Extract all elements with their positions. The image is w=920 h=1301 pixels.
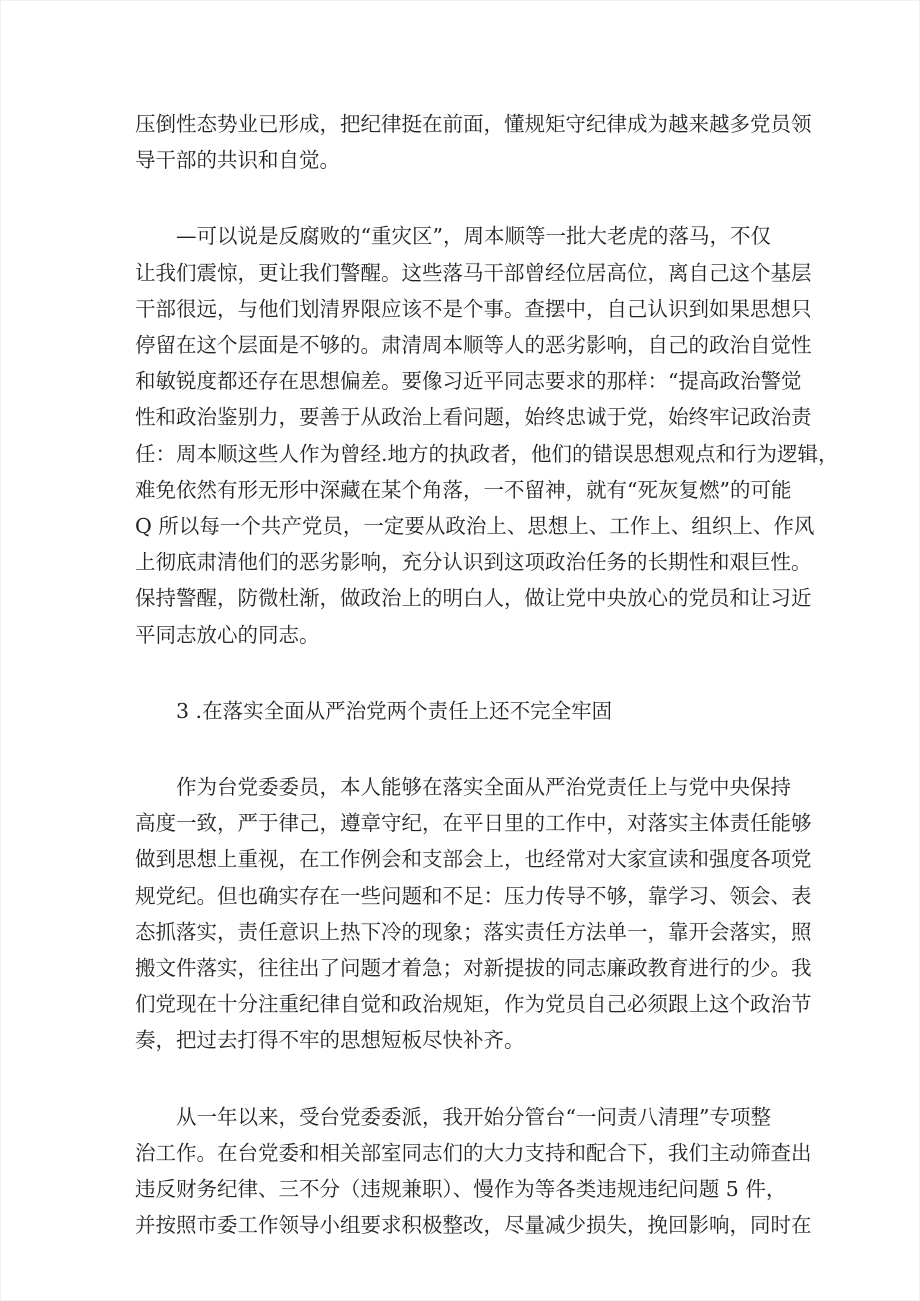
text-line: 做到思想上重视，在工作例会和支部会上，也经常对大家宣读和强度各项党 bbox=[135, 847, 812, 872]
paragraph-gap bbox=[135, 1059, 800, 1099]
text-line: 违反财务纪律、三不分（违规兼职）、慢作为等各类违规违纪问题 5 件， bbox=[135, 1177, 787, 1202]
paragraph-gap bbox=[135, 653, 800, 693]
text-line: 们党现在十分注重纪律自觉和政治规矩，作为党员自己必须跟上这个政治节 bbox=[135, 992, 812, 1017]
text-line: 保持警醒，防微杜渐，做政治上的明白人，做让党中央放心的党员和让习近 bbox=[135, 586, 812, 611]
paragraph-gap bbox=[135, 178, 800, 218]
text-line: —可以说是反腐败的“重灾区”，周本顺等一批大老虎的落马，不仅 bbox=[176, 224, 771, 249]
text-line: 态抓落实，责任意识上热下冷的现象；落实责任方法单一，靠开会落实，照 bbox=[135, 919, 812, 944]
text-line: 奏，把过去打得不牢的思想短板尽快补齐。 bbox=[135, 1028, 525, 1053]
text-line: 性和政治鉴别力，要善于从政治上看问题，始终忠诚于党，始终牢记政治责 bbox=[135, 405, 812, 430]
text-line: 平同志放心的同志。 bbox=[135, 622, 320, 647]
paragraph-1 bbox=[135, 106, 812, 178]
text-line: 难免依然有形无形中深藏在某个角落，一不留神，就有“死灰复燃”的可能 bbox=[135, 477, 792, 502]
heading-text: 3 .在落实全面从严治党两个责任上还不完全牢固 bbox=[176, 698, 613, 723]
text-line: 和敏锐度都还存在思想偏差。要像习近平同志要求的那样：“提高政治警觉 bbox=[135, 369, 802, 394]
text-line: 干部很远，与他们划清界限应该不是个事。查摆中，自己认识到如果思想只 bbox=[135, 296, 812, 321]
text-line: 搬文件落实，往往出了问题才着急；对新提拔的同志廉政教育进行的少。我 bbox=[135, 956, 812, 981]
text-line: 高度一致，严于律己，遵章守纪，在平日里的工作中，对落实主体责任能够 bbox=[135, 811, 812, 836]
text-line: 治工作。在台党委和相关部室同志们的大力支持和配合下，我们主动筛查出 bbox=[135, 1140, 812, 1165]
text-line: Q 所以每一个共产党员，一定要从政治上、思想上、工作上、组织上、作风 bbox=[135, 514, 815, 539]
text-line: 并按照市委工作领导小组要求积极整改，尽量减少损失，挽回影响，同时在 bbox=[135, 1213, 812, 1238]
text-line: 任：周本顺这些人作为曾经.地方的执政者，他们的错误思想观点和行为逻辑， bbox=[135, 441, 839, 466]
text-line: 规党纪。但也确实存在一些问题和不足：压力传导不够，靠学习、领会、表 bbox=[135, 883, 812, 908]
text-line: 作为台党委委员，本人能够在落实全面从严治党责任上与党中央保持 bbox=[176, 775, 791, 800]
text-line: 从一年以来，受台党委委派，我开始分管台“一问责八清理”专项整 bbox=[176, 1104, 771, 1129]
section-heading bbox=[135, 693, 800, 729]
document-body bbox=[135, 106, 839, 1243]
text-line: 压倒性态势业已形成，把纪律挺在前面，懂规矩守纪律成为越来越多党员领 bbox=[135, 112, 812, 136]
text-line: 上彻底肃清他们的恶劣影响，充分认识到这项政治任务的长期性和艰巨性。 bbox=[135, 550, 812, 575]
text-line: 停留在这个层面是不够的。肃清周本顺等人的恶劣影响，自己的政治自觉性 bbox=[135, 333, 812, 358]
text-line: 导干部的共识和自觉。 bbox=[135, 148, 340, 173]
paragraph-2 bbox=[135, 218, 839, 652]
paragraph-3 bbox=[135, 769, 812, 1059]
paragraph-4 bbox=[135, 1099, 812, 1244]
paragraph-gap bbox=[135, 729, 800, 769]
text-line: 让我们震惊，更让我们警醒。这些落马干部曾经位居高位，离自己这个基层 bbox=[135, 260, 812, 285]
